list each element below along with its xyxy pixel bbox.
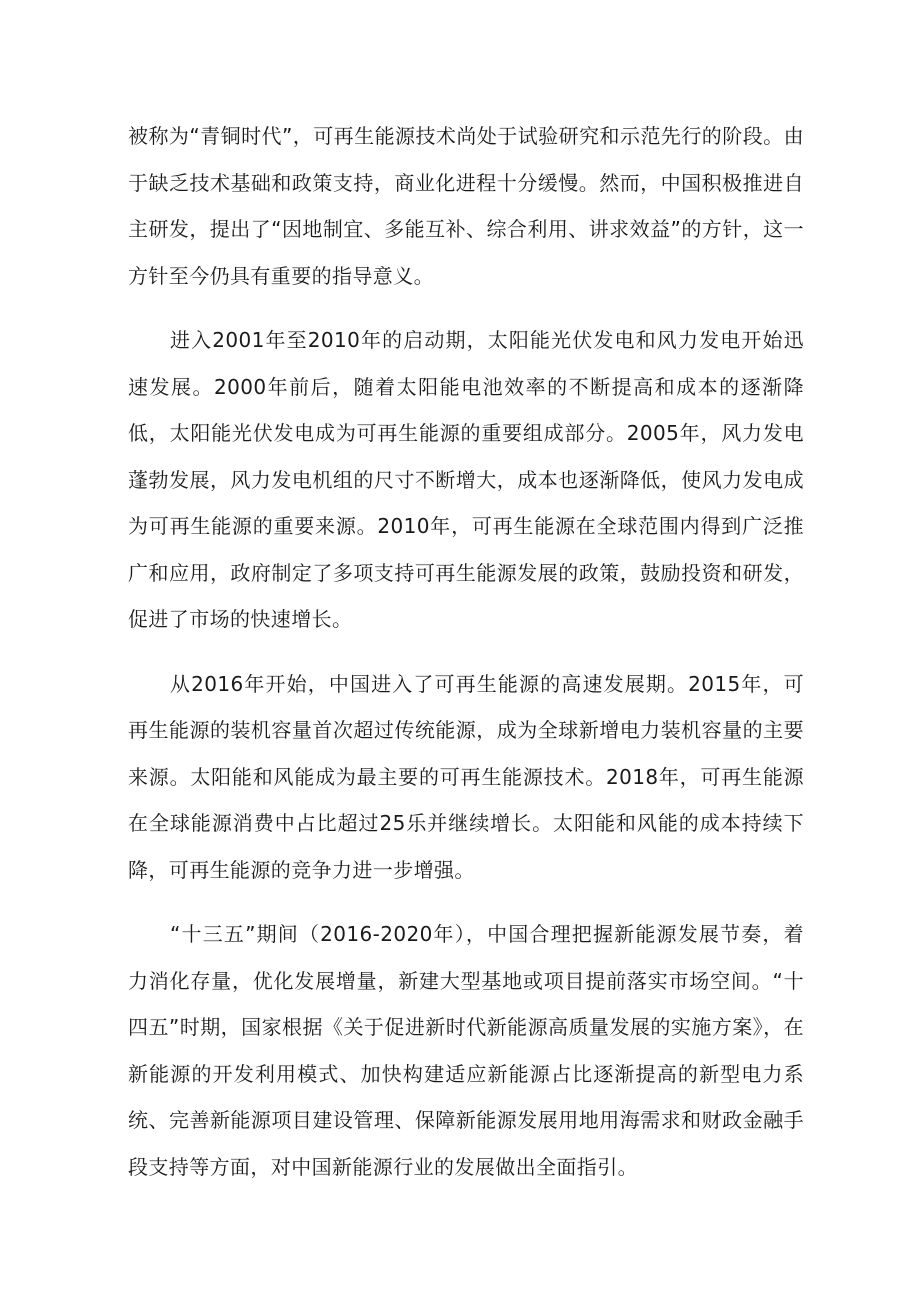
paragraph-five-year-plans: “十三五”期间（2016-2020年），中国合理把握新能源发展节奏，着力消化存量，优化发展增量，新建大型基地或项目提前落实市场空间。“十四五”时期，国家根据《关于促进新时代新能源高质量发展的实施方案》，在新能源的开发利用模式、加快构建适应新能源占比逐渐提高的新型电力系统、完善新能源项目建设管理、保障新能源发展用地用海需求和财政金融手段支持等方面，对中国新能源行业的发展做出全面指引。 (128, 922, 804, 1179)
document-body (128, 113, 804, 1208)
paragraph-rapid-growth: 从2016年开始，中国进入了可再生能源的高速发展期。2015年，可再生能源的装机容量首次超过传统能源，成为全球新增电力装机容量的主要来源。太阳能和风能成为最主要的可再生能源技术。2018年，可再生能源在全球能源消费中占比超过25乐并继续增长。太阳能和风能的成本持续下降，可再生能源的竞争力进一步增强。 (128, 671, 804, 882)
paragraph-startup-period: 进入2001年至2010年的启动期，太阳能光伏发电和风力发电开始迅速发展。2000年前后，随着太阳能电池效率的不断提高和成本的逐渐降低，太阳能光伏发电成为可再生能源的重要组成部分。2005年，风力发电蓬勃发展，风力发电机组的尺寸不断增大，成本也逐渐降低，使风力发电成为可再生能源的重要来源。2010年，可再生能源在全球范围内得到广泛推广和应用，政府制定了多项支持可再生能源发展的政策，鼓励投资和研发，促进了市场的快速增长。 (128, 328, 804, 631)
paragraph-bronze-age: 被称为“青铜时代”，可再生能源技术尚处于试验研究和示范先行的阶段。由于缺乏技术基础和政策支持，商业化进程十分缓慢。然而，中国积极推进自主研发，提出了“因地制宜、多能互补、综合利用、讲求效益”的方针，这一方针至今仍具有重要的指导意义。 (128, 124, 804, 288)
